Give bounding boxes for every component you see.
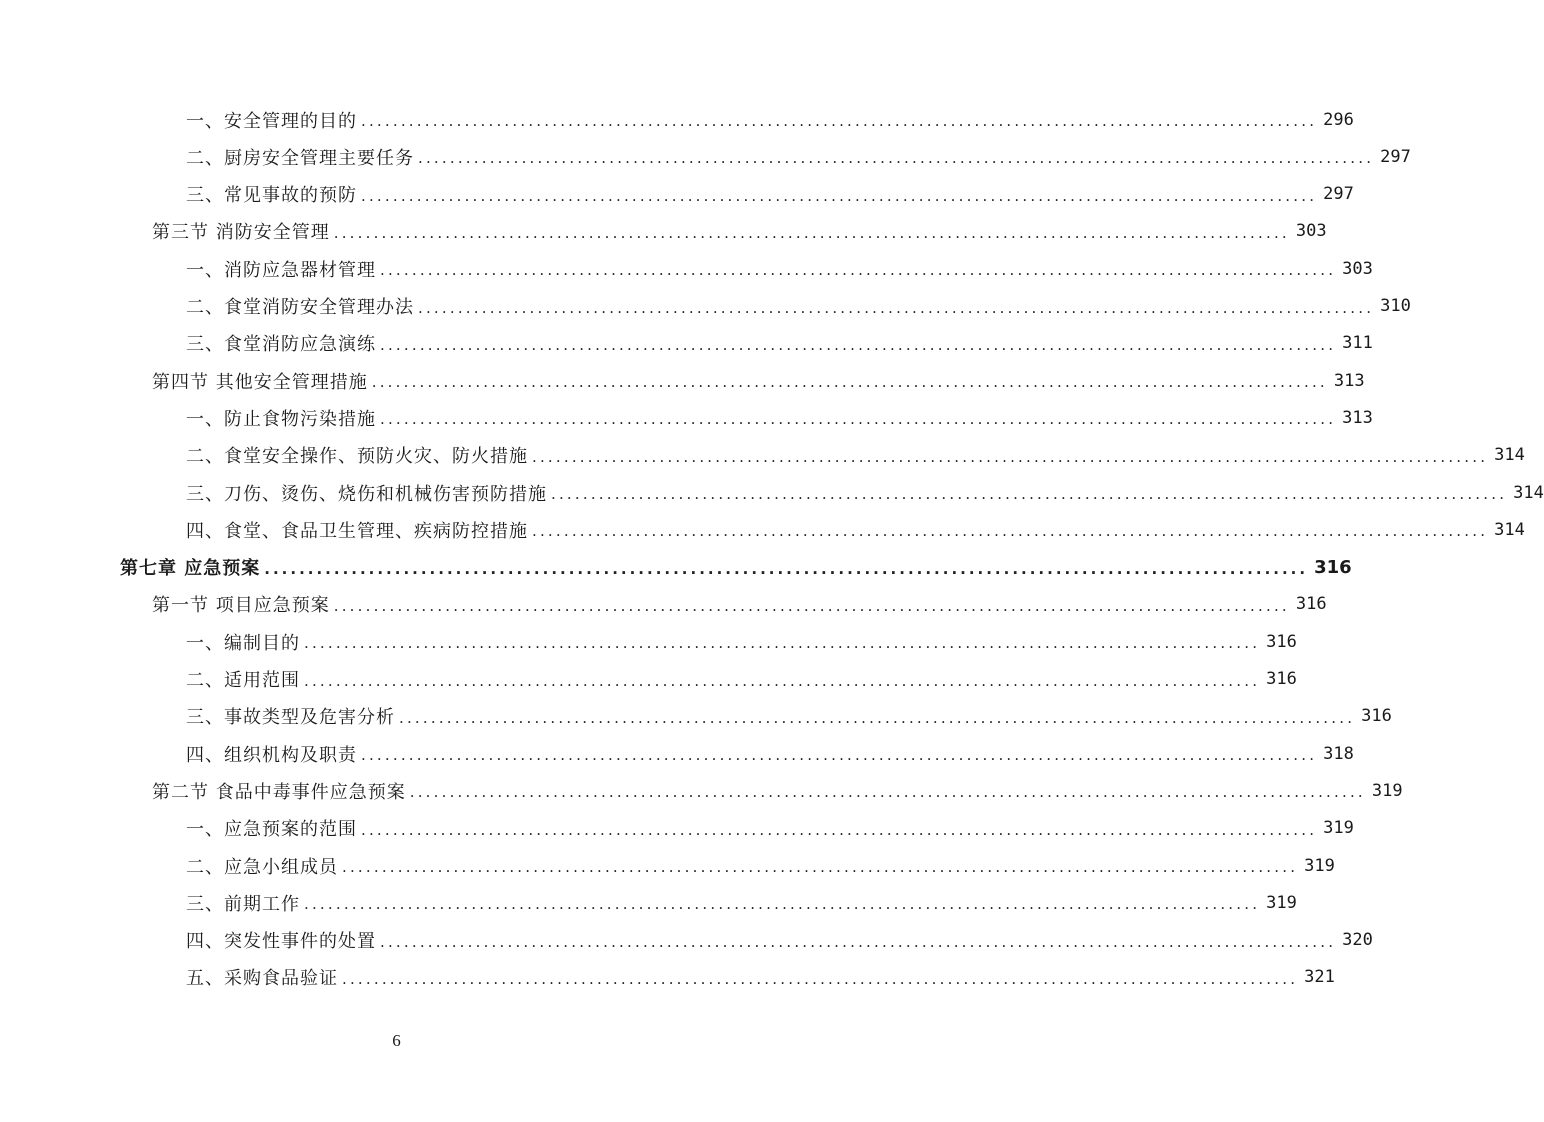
toc-entry-title: 第三节 消防安全管理 (152, 222, 330, 244)
toc-entry-page: 319 (1371, 780, 1403, 801)
toc-entry-page: 314 (1494, 445, 1525, 466)
toc-entry-page: 316 (1361, 706, 1392, 727)
toc-entry-title: 二、厨房安全管理主要任务 (186, 147, 414, 169)
toc-entry-item[interactable] (186, 847, 1335, 884)
toc-entry-page: 320 (1342, 930, 1373, 951)
toc-entry-title: 四、组织机构及职责 (186, 744, 357, 766)
toc-entry-title: 一、安全管理的目的 (186, 110, 357, 132)
toc-entry-item[interactable] (186, 250, 1373, 287)
toc-entry-page: 310 (1380, 296, 1411, 316)
toc-entry-page: 296 (1323, 109, 1354, 130)
toc-entry-item[interactable] (186, 288, 1411, 325)
toc-entry-page: 316 (1295, 594, 1327, 615)
toc-entry-page: 318 (1323, 743, 1354, 764)
toc-entry-page: 313 (1342, 407, 1373, 428)
toc-entry-page: 316 (1266, 631, 1297, 652)
toc-dot-leader: ........................................................................................................................ (551, 485, 1508, 503)
toc-entry-page: 316 (1314, 556, 1352, 578)
toc-dot-leader: ........................................................................................................................ (399, 708, 1356, 727)
toc-dot-leader: ........................................................................................................................ (371, 373, 1328, 392)
toc-entry-chapter[interactable] (120, 549, 1352, 586)
toc-entry-section[interactable] (152, 772, 1403, 809)
toc-dot-leader: ........................................................................................................................ (380, 932, 1337, 951)
toc-dot-leader: ........................................................................................................................ (361, 112, 1318, 130)
toc-entry-title: 第四节 其他安全管理措施 (152, 371, 368, 393)
toc-entry-title: 第二节 食品中毒事件应急预案 (152, 781, 406, 803)
toc-dot-leader: ........................................................................................................................ (304, 895, 1261, 914)
toc-entry-section[interactable] (152, 213, 1327, 250)
toc-entry-item[interactable] (186, 959, 1335, 996)
toc-dot-leader: ........................................................................................................................ (342, 969, 1299, 988)
toc-entry-page: 319 (1323, 818, 1354, 839)
toc-entry-title: 三、事故类型及危害分析 (186, 707, 395, 729)
toc-dot-leader: ........................................................................................................................ (532, 522, 1489, 541)
toc-entry-page: 319 (1304, 855, 1335, 876)
toc-entry-page: 303 (1342, 258, 1373, 279)
toc-dot-leader: ........................................................................................................................ (380, 335, 1337, 354)
toc-entry-item[interactable] (186, 623, 1297, 660)
page-number: 6 (392, 1031, 401, 1050)
toc-entry-page: 311 (1342, 333, 1373, 354)
toc-entry-page: 303 (1295, 221, 1327, 242)
toc-entry-item[interactable] (186, 810, 1354, 847)
toc-entry-item[interactable] (186, 325, 1373, 362)
toc-dot-leader: ........................................................................................................................ (361, 820, 1318, 839)
toc-entry-item[interactable] (186, 176, 1354, 213)
toc-entry-page: 316 (1266, 669, 1297, 689)
toc-entry-item[interactable] (186, 735, 1354, 772)
toc-dot-leader: ........................................................................................................................ (409, 783, 1366, 802)
toc-entry-title: 第一节 项目应急预案 (152, 595, 330, 617)
toc-dot-leader: ........................................................................................................................ (380, 410, 1337, 429)
toc-entry-title: 一、防止食物污染措施 (186, 408, 376, 430)
toc-entry-title: 三、常见事故的预防 (186, 185, 357, 207)
toc-entry-title: 一、编制目的 (186, 632, 300, 654)
toc-entry-title: 三、食堂消防应急演练 (186, 334, 376, 356)
toc-entry-title: 五、采购食品验证 (186, 968, 338, 990)
toc-dot-leader: ........................................................................................................................ (361, 186, 1318, 205)
toc-entry-page: 313 (1333, 370, 1365, 391)
toc-entry-page: 321 (1304, 967, 1335, 988)
toc-entry-title: 三、前期工作 (186, 893, 300, 915)
toc-entry-page: 297 (1380, 146, 1411, 167)
toc-entry-section[interactable] (152, 586, 1327, 623)
toc-entry-item[interactable] (186, 138, 1411, 175)
toc-dot-leader: ........................................................................................................................ (304, 671, 1261, 690)
toc-dot-leader: ........................................................................................................................ (418, 298, 1375, 317)
toc-entry-item[interactable] (186, 884, 1297, 921)
toc-entry-title: 二、适用范围 (186, 670, 300, 691)
toc-entry-page: 319 (1266, 892, 1297, 913)
toc-entry-page: 314 (1494, 519, 1525, 540)
toc-dot-leader: ........................................................................................................................ (333, 596, 1290, 615)
toc-dot-leader: ........................................................................................................................ (532, 447, 1489, 466)
toc-entry-title: 一、应急预案的范围 (186, 819, 357, 841)
toc-dot-leader: ........................................................................................................................ (418, 149, 1375, 168)
toc-entry-title: 二、食堂安全操作、预防火灾、防火措施 (186, 446, 528, 468)
toc-entry-title: 二、应急小组成员 (186, 856, 338, 878)
toc-entry-page: 314 (1513, 482, 1544, 503)
toc-entry-item[interactable] (186, 698, 1392, 735)
toc-entry-item[interactable] (186, 511, 1525, 548)
toc-dot-leader: ........................................................................................................................ (264, 559, 1309, 578)
toc-entry-section[interactable] (152, 362, 1365, 399)
toc-dot-leader: ........................................................................................................................ (342, 858, 1299, 876)
toc-entry-page: 297 (1323, 184, 1354, 205)
toc-entry-item[interactable] (186, 922, 1373, 959)
toc-dot-leader: ........................................................................................................................ (304, 634, 1261, 653)
toc-entry-title: 三、刀伤、烫伤、烧伤和机械伤害预防措施 (186, 483, 547, 505)
toc-entry-item[interactable] (186, 101, 1354, 138)
toc-entry-title: 一、消防应急器材管理 (186, 259, 376, 281)
toc-dot-leader: ........................................................................................................................ (361, 746, 1318, 765)
toc-entry-title: 二、食堂消防安全管理办法 (186, 297, 414, 318)
toc-entry-title: 四、食堂、食品卫生管理、疾病防控措施 (186, 520, 528, 542)
toc-entry-title: 第七章 应急预案 (120, 558, 261, 580)
toc-entry-item[interactable] (186, 474, 1544, 511)
toc-dot-leader: ........................................................................................................................ (333, 223, 1290, 242)
toc-dot-leader: ........................................................................................................................ (380, 261, 1337, 280)
toc-entry-item[interactable] (186, 437, 1525, 474)
toc-entry-title: 四、突发性事件的处置 (186, 931, 376, 953)
toc-entry-item[interactable] (186, 399, 1373, 436)
toc-entry-item[interactable] (186, 661, 1297, 698)
